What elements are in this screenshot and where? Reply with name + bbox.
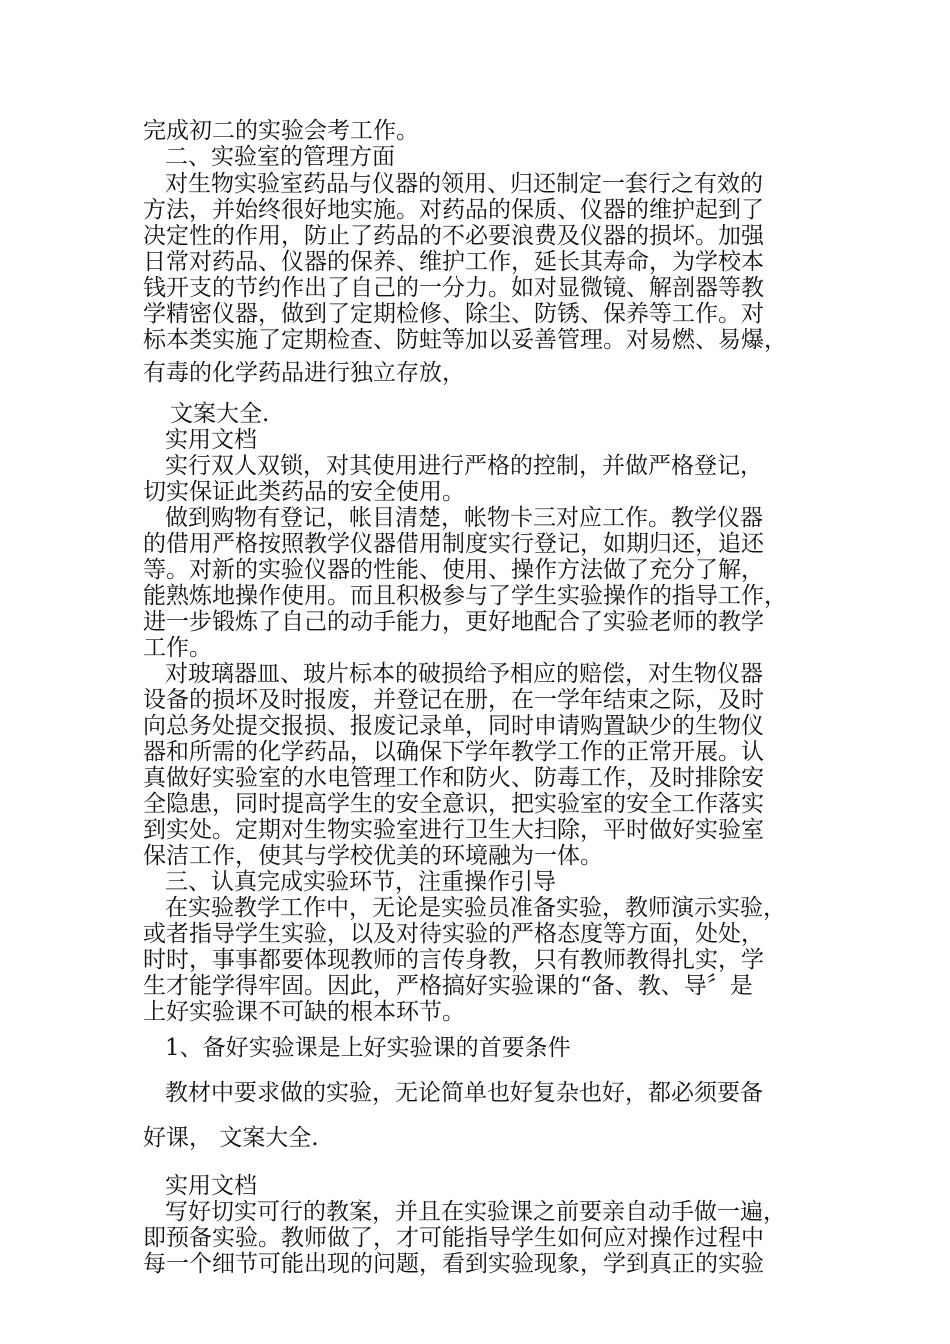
text-line: 向总务处提交报损、报废记录单，同时申请购置缺少的生物仪 — [143, 713, 764, 739]
text-line: 方法，并始终很好地实施。对药品的保质、仪器的维护起到了 — [143, 197, 764, 223]
text-line: 做到购物有登记，帐目清楚，帐物卡三对应工作。教学仪器 — [165, 505, 763, 531]
text-line: 即预备实验。教师做了，才可能指导学生如何应对操作过程中 — [143, 1225, 764, 1251]
text-line: 决定性的作用，防止了药品的不必要浪费及仪器的损坏。加强 — [143, 223, 764, 249]
subsection-heading: 1、备好实验课是上好实验课的首要条件 — [165, 1035, 571, 1061]
text-line: 实行双人双锁，对其使用进行严格的控制，并做严格登记， — [165, 453, 763, 479]
text-line: 到实处。定期对生物实验室进行卫生大扫除，平时做好实验室 — [143, 817, 764, 843]
text-line: 进一步锻炼了自己的动手能力，更好地配合了实验老师的教学 — [143, 609, 764, 635]
text-line: 对生物实验室药品与仪器的领用、归还制定一套行之有效的 — [165, 171, 763, 197]
text-line: 在实验教学工作中，无论是实验员准备实验，教师演示实验， — [165, 895, 786, 921]
header-text: 实用文档 — [165, 427, 257, 453]
text-line: 学精密仪器，做到了定期检修、除尘、防锈、保养等工作。对 — [143, 301, 764, 327]
text-line: 保洁工作，使其与学校优美的环境融为一体。 — [143, 843, 603, 869]
header-text: 实用文档 — [165, 1173, 257, 1199]
text-line: 教材中要求做的实验，无论简单也好复杂也好，都必须要备 — [165, 1080, 763, 1106]
text-line: 的借用严格按照教学仪器借用制度实行登记，如期归还，追还 — [143, 531, 764, 557]
text-line: 上好实验课不可缺的根本环节。 — [143, 999, 465, 1025]
text-line: 有毒的化学药品进行独立存放， — [143, 360, 465, 386]
text-line: 生才能学得牢固。因此，严格搞好实验课的“备、教、导〞是 — [143, 973, 753, 999]
text-line: 设备的损坏及时报废，并登记在册，在一学年结束之际，及时 — [143, 687, 764, 713]
text-line: 全隐患，同时提高学生的安全意识，把实验室的安全工作落实 — [143, 791, 764, 817]
text-line: 好课， 文案大全. — [143, 1125, 319, 1151]
text-line: 写好切实可行的教案，并且在实验课之前要亲自动手做一遍， — [165, 1199, 786, 1225]
text-line: 对玻璃器皿、玻片标本的破损给予相应的赔偿，对生物仪器 — [165, 661, 763, 687]
text-line: 日常对药品、仪器的保养、维护工作，延长其寿命，为学校本 — [143, 249, 764, 275]
text-line: 完成初二的实验会考工作。 — [143, 118, 419, 144]
text-line: 等。对新的实验仪器的性能、使用、操作方法做了充分了解， — [143, 557, 764, 583]
text-line: 器和所需的化学药品，以确保下学年教学工作的正常开展。认 — [143, 739, 764, 765]
text-line: 真做好实验室的水电管理工作和防火、防毒工作，及时排除安 — [143, 765, 764, 791]
text-line: 工作。 — [143, 635, 212, 661]
text-line: 或者指导学生实验，以及对待实验的严格态度等方面，处处， — [143, 921, 764, 947]
text-line: 标本类实施了定期检查、防蛀等加以妥善管理。对易燃、易爆， — [143, 327, 787, 353]
text-line: 每一个细节可能出现的问题，看到实验现象，学到真正的实验 — [143, 1251, 764, 1277]
section-heading: 三、认真完成实验环节，注重操作引导 — [165, 869, 556, 895]
text-line: 钱开支的节约作出了自己的一分力。如对显微镜、解剖器等教 — [143, 275, 764, 301]
footer-text: 文案大全. — [170, 401, 270, 427]
text-line: 切实保证此类药品的安全使用。 — [143, 479, 465, 505]
section-heading: 二、实验室的管理方面 — [165, 144, 395, 170]
text-line: 时时，事事都要体现教师的言传身教，只有教师教得扎实，学 — [143, 947, 764, 973]
text-line: 能熟炼地操作使用。而且积极参与了学生实验操作的指导工作， — [143, 583, 787, 609]
